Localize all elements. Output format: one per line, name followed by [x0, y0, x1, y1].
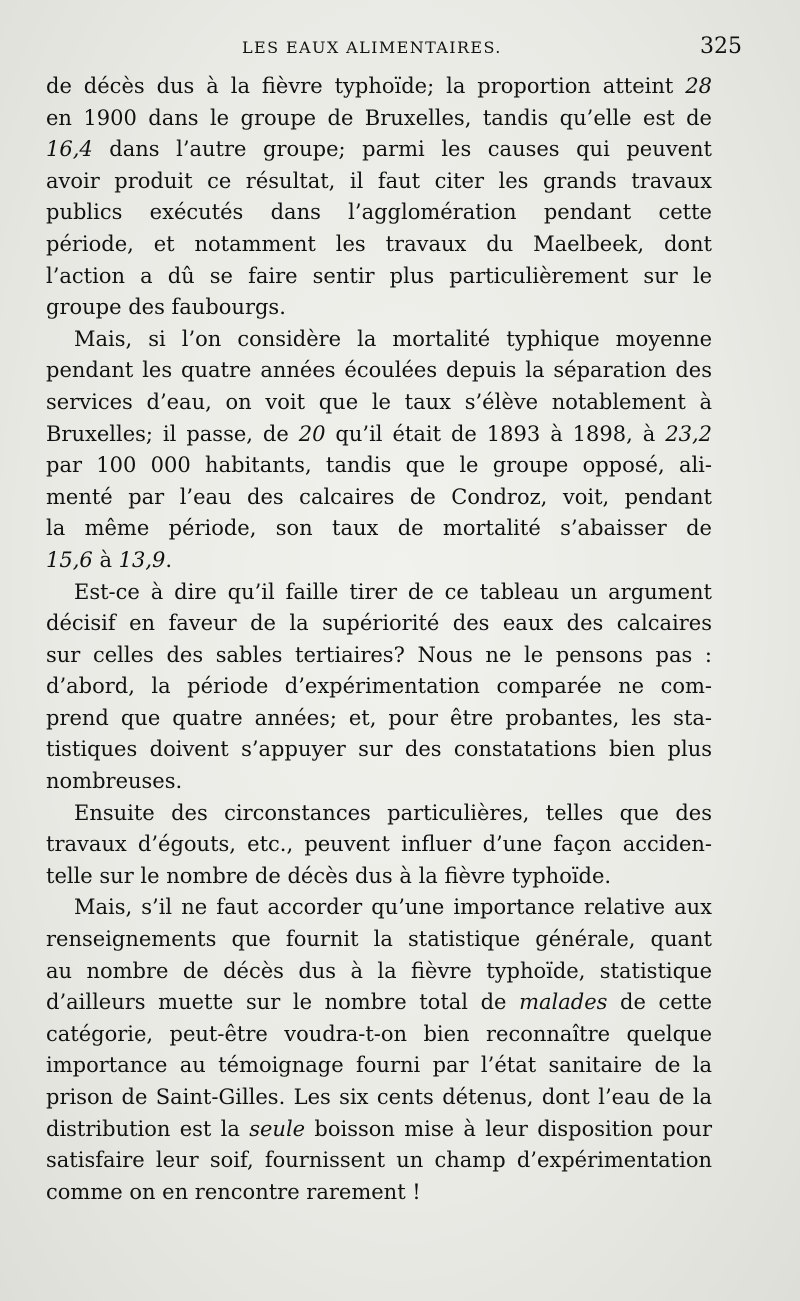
- text-run: Mais, s’il ne faut accorder qu’une importance relative aux: [74, 895, 712, 920]
- text-line: [46, 103, 712, 135]
- text-line: [46, 1019, 712, 1051]
- text-run: d’abord, la période d’expérimentation comparée ne com-: [46, 674, 712, 699]
- text-line: [46, 766, 712, 798]
- text-run: de décès dus à la fièvre typhoïde; la proportion atteint: [46, 74, 686, 98]
- text-line: [46, 1050, 712, 1082]
- text-line: [46, 166, 712, 198]
- text-line: [46, 829, 712, 861]
- text-run: la même période, son taux de mortalité s’abaisser de: [46, 516, 712, 541]
- text-run: sur celles des sables tertiaires? Nous ne le pensons pas :: [46, 642, 712, 667]
- running-head: LES EAUX ALIMENTAIRES.: [242, 38, 502, 57]
- text-line: [46, 640, 712, 672]
- text-run: prend que quatre années; et, pour être probantes, les sta-: [46, 705, 712, 730]
- text-line: [46, 261, 712, 293]
- text-line: [46, 1082, 712, 1114]
- text-run: tistiques doivent s’appuyer sur des constatations bien plus: [46, 737, 712, 762]
- text-run: catégorie, peut-être voudra-t-on bien reconnaître quelque: [46, 1021, 712, 1046]
- text-run: prison de Saint-Gilles. Les six cents détenus, dont l’eau de la: [46, 1085, 712, 1109]
- text-run: période, et notamment les travaux du Maelbeek, dont: [46, 231, 712, 256]
- text-line: [46, 892, 712, 924]
- italic-text: 20: [298, 421, 326, 446]
- text-run: publics exécutés dans l’agglomération pendant cette: [46, 200, 712, 225]
- text-line: [46, 545, 712, 577]
- text-run: nombreuses.: [46, 769, 183, 794]
- text-line: [46, 924, 712, 956]
- text-run: travaux d’égouts, etc., peuvent influer d’une façon acciden-: [46, 832, 712, 857]
- text-line: [46, 577, 712, 609]
- text-line: [46, 1114, 712, 1146]
- body-text: [46, 71, 712, 1208]
- text-run: dans l’autre groupe; parmi les causes qui peuvent: [92, 137, 712, 162]
- text-line: [46, 703, 712, 735]
- paragraph: [46, 577, 712, 798]
- text-line: [46, 987, 712, 1019]
- paragraph: [46, 324, 712, 577]
- text-line: [46, 450, 712, 482]
- text-run: telle sur le nombre de décès dus à la fièvre typhoïde.: [46, 863, 612, 888]
- italic-text: 28: [685, 74, 712, 98]
- text-run: satisfaire leur soif, fournissent un champ d’expérimentation: [46, 1148, 712, 1173]
- text-line: [46, 608, 712, 640]
- text-line: [46, 482, 712, 514]
- text-run: boisson mise à leur disposition pour: [305, 1116, 712, 1141]
- text-run: l’action a dû se faire sentir plus particulièrement sur le: [46, 263, 712, 288]
- text-line: [46, 134, 712, 166]
- text-line: [46, 513, 712, 545]
- text-run: distribution est la: [46, 1116, 250, 1141]
- text-line: [46, 861, 712, 893]
- page-header: [46, 34, 742, 66]
- italic-text: 13,9: [118, 547, 166, 572]
- text-line: [46, 1177, 712, 1209]
- text-run: Bruxelles; il passe, de: [46, 421, 299, 446]
- text-line: [46, 229, 712, 261]
- text-run: par 100 000 habitants, tandis que le groupe opposé, ali-: [46, 453, 712, 478]
- italic-text: malades: [519, 990, 608, 1015]
- text-run: qu’il était de 1893 à 1898, à: [325, 421, 666, 446]
- text-run: menté par l’eau des calcaires de Condroz, voit, pendant: [46, 484, 712, 509]
- text-run: avoir produit ce résultat, il faut citer les grands travaux: [46, 168, 712, 193]
- text-line: [46, 798, 712, 830]
- italic-text: 16,4: [46, 137, 93, 162]
- text-run: Mais, si l’on considère la mortalité typhique moyenne: [74, 326, 712, 351]
- text-run: services d’eau, on voit que le taux s’élève notablement à: [46, 389, 712, 414]
- text-line: [46, 387, 712, 419]
- paragraph: [46, 71, 712, 324]
- text-line: [46, 197, 712, 229]
- text-run: en 1900 dans le groupe de Bruxelles, tandis qu’elle est de: [46, 105, 712, 130]
- text-run: décisif en faveur de la supériorité des eaux des calcaires: [46, 611, 712, 636]
- text-line: [46, 734, 712, 766]
- italic-text: 23,2: [665, 421, 712, 446]
- text-line: [46, 419, 712, 451]
- text-line: [46, 1145, 712, 1177]
- text-run: .: [165, 547, 173, 572]
- text-line: [46, 355, 712, 387]
- text-run: Ensuite des circonstances particulières, telles que des: [74, 800, 712, 825]
- page-number: 325: [700, 34, 742, 59]
- text-run: d’ailleurs muette sur le nombre total de: [46, 990, 520, 1015]
- text-run: au nombre de décès dus à la fièvre typhoïde, statistique: [46, 958, 712, 983]
- text-run: importance au témoignage fourni par l’état sanitaire de la: [46, 1053, 712, 1078]
- text-run: de cette: [607, 990, 713, 1015]
- text-run: groupe des faubourgs.: [46, 295, 286, 320]
- text-line: [46, 324, 712, 356]
- paragraph: [46, 798, 712, 893]
- text-line: [46, 956, 712, 988]
- text-run: renseignements que fournit la statistique générale, quant: [46, 927, 712, 952]
- text-run: comme on en rencontre rarement !: [46, 1179, 421, 1204]
- text-run: pendant les quatre années écoulées depuis la séparation des: [46, 358, 712, 383]
- italic-text: 15,6: [46, 547, 93, 572]
- text-line: [46, 671, 712, 703]
- italic-text: seule: [249, 1116, 306, 1141]
- paragraph: [46, 892, 712, 1208]
- text-line: [46, 292, 712, 324]
- text-line: [46, 71, 712, 103]
- text-run: à: [92, 547, 119, 572]
- text-run: Est-ce à dire qu’il faille tirer de ce tableau un argument: [74, 579, 712, 604]
